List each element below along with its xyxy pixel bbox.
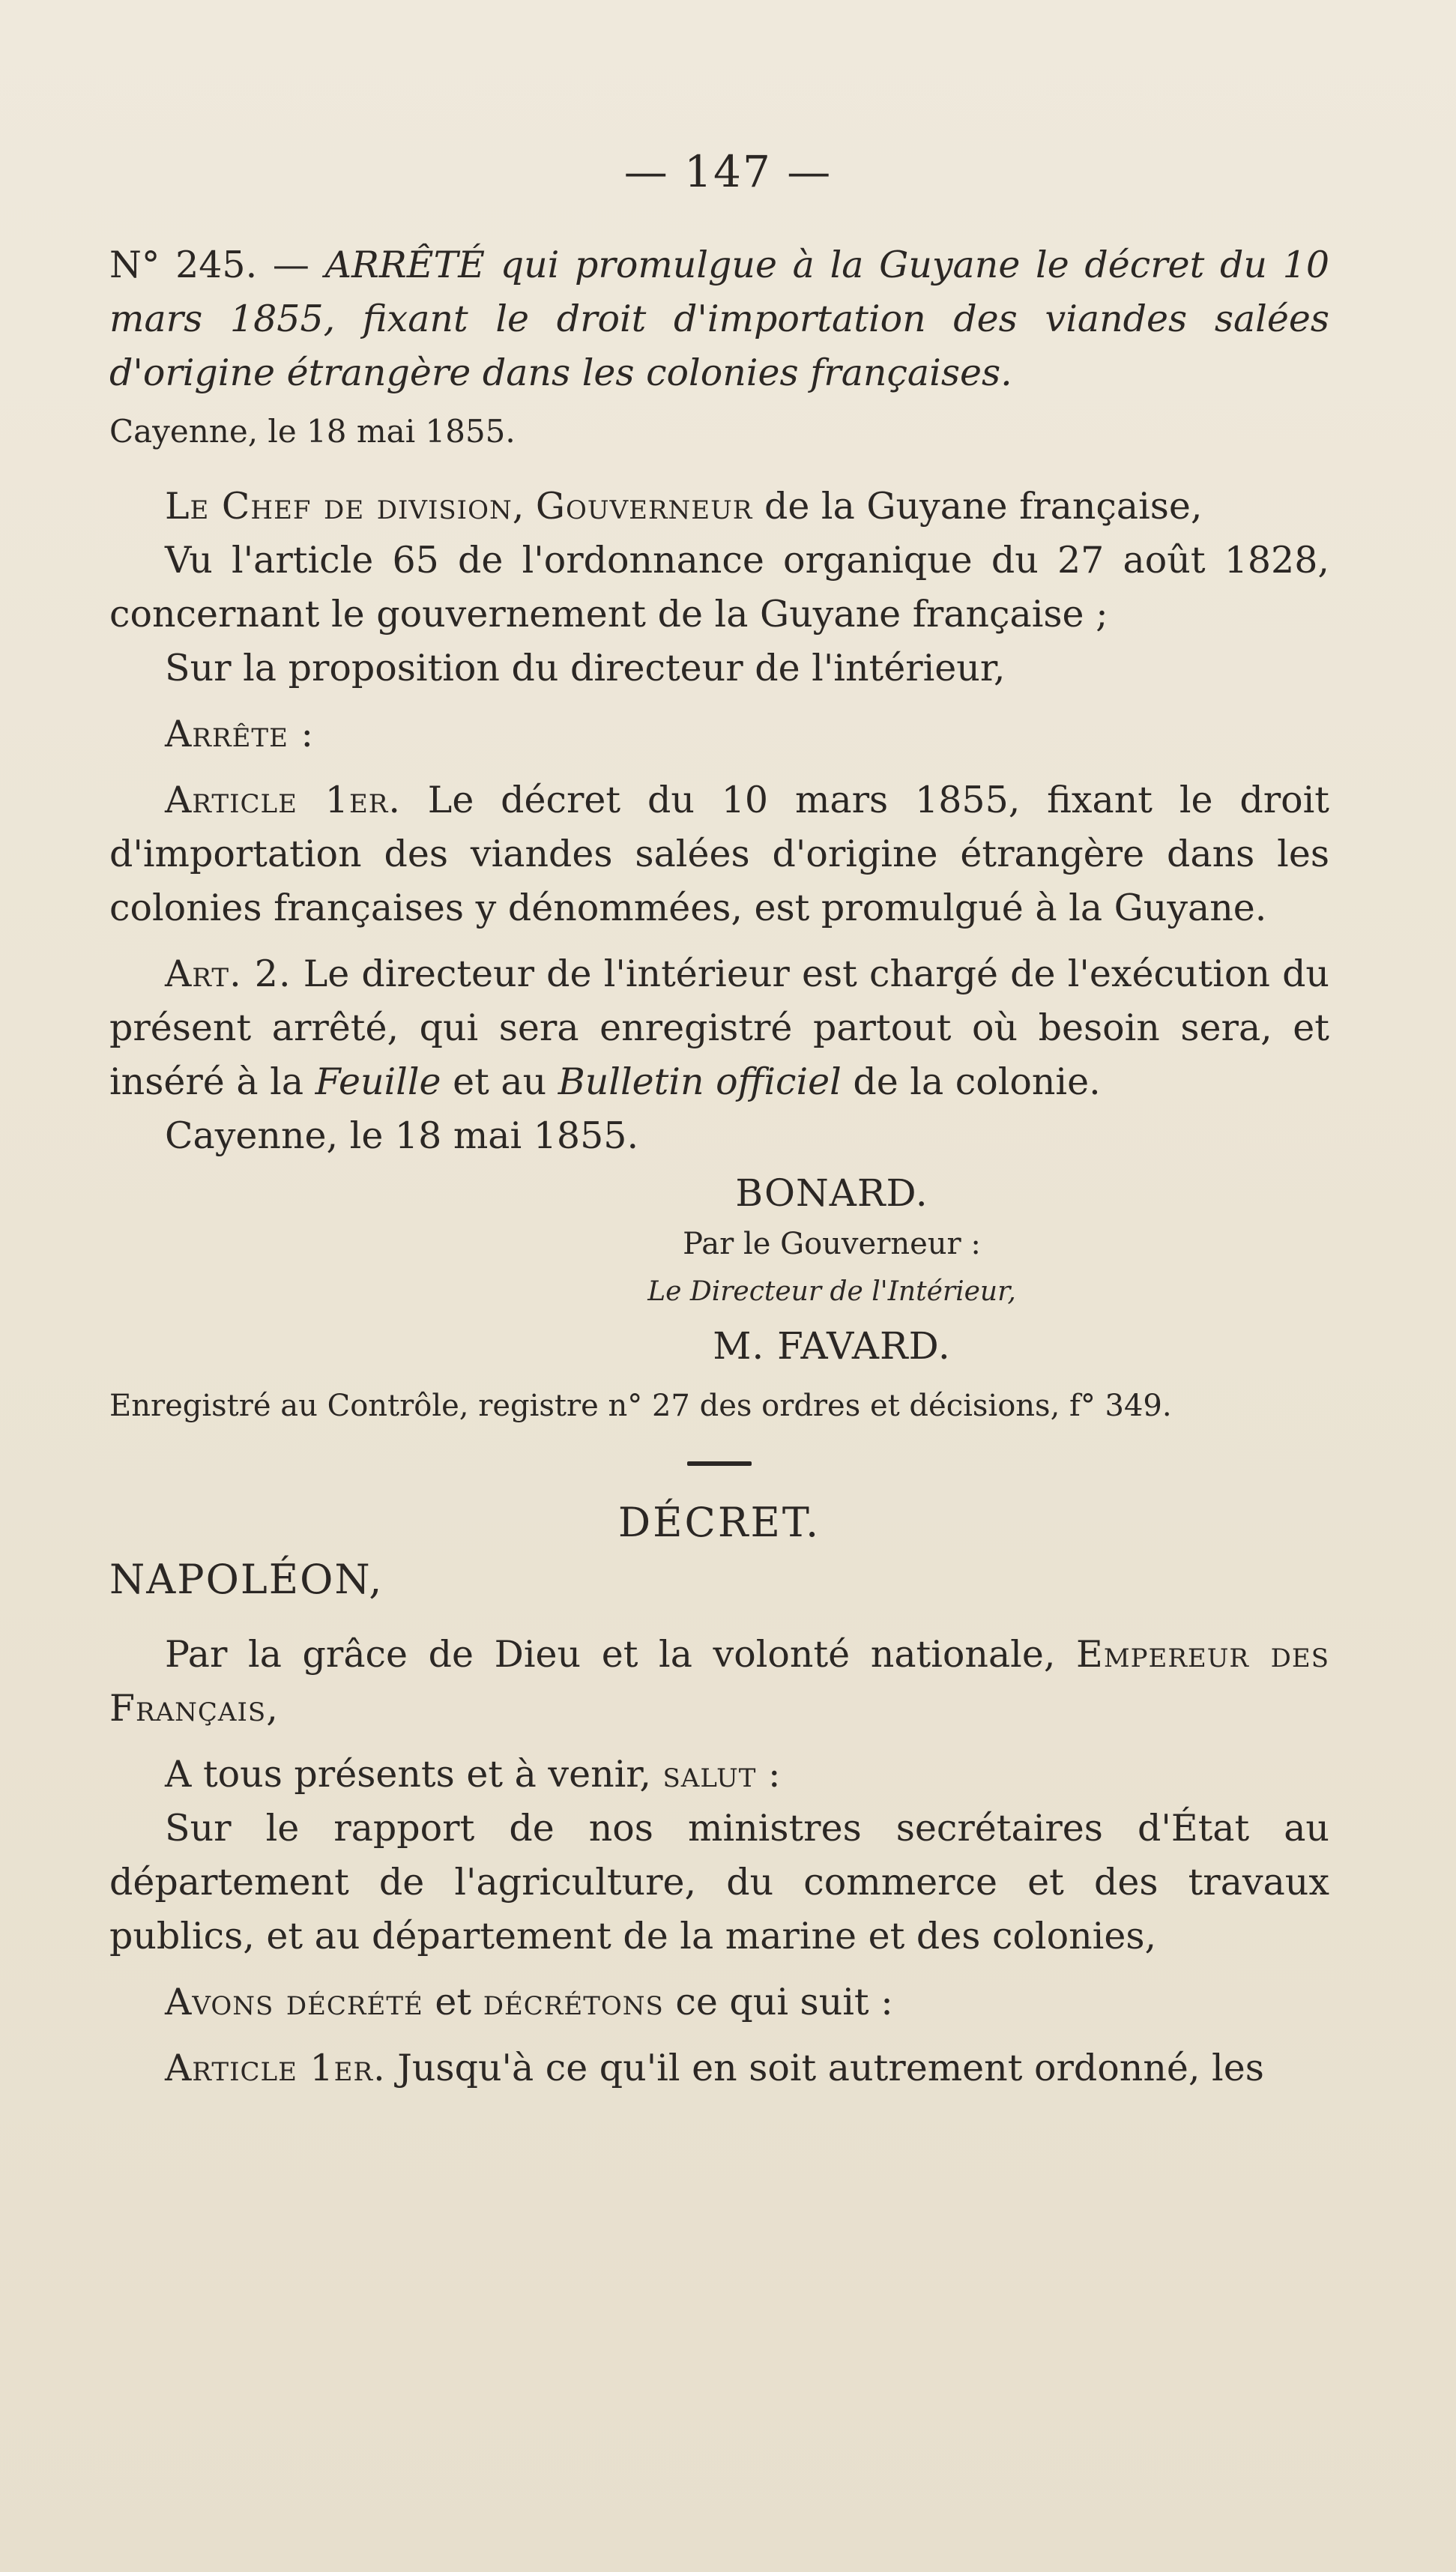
directeur-interieur: Le Directeur de l'Intérieur, xyxy=(647,1276,1016,1307)
sur-paragraph: Sur la proposition du directeur de l'intérieur, xyxy=(165,647,1006,689)
decret-title: DÉCRET. xyxy=(617,1499,821,1546)
grace-end: , xyxy=(266,1687,278,1730)
arrete-title-caps: ARRÊTÉ xyxy=(324,244,486,286)
article-1-label: Article 1er. xyxy=(165,779,401,821)
avons-end: ce qui suit : xyxy=(663,1981,893,2023)
napoleon-heading: NAPOLÉON, xyxy=(109,1556,384,1603)
grace-text: Par la grâce de Dieu et la volonté nationale, xyxy=(165,1633,1077,1676)
preamble-chef: Le Chef de division xyxy=(165,485,513,528)
register-line: Enregistré au Contrôle, registre n° 27 des ordres et décisions, f° 349. xyxy=(109,1389,1172,1423)
article-2-text-b: et au xyxy=(441,1060,558,1103)
arrete-title xyxy=(109,238,1329,400)
preamble-comma: , xyxy=(512,485,536,528)
article-2 xyxy=(109,947,1329,1109)
par-le-gouverneur: Par le Gouverneur : xyxy=(683,1227,981,1261)
article-2-text-a: Le directeur de l'intérieur est chargé de l'exécution du présent arrêté, qui sera enregistré partout où besoin sera, et inséré à la xyxy=(109,953,1329,1103)
grace-paragraph xyxy=(109,1628,1329,1736)
tous-end: : xyxy=(756,1753,781,1796)
decret-article-1-label: Article 1er. xyxy=(165,2047,386,2089)
avons-decretons: décrétons xyxy=(483,1981,664,2023)
empereur-text: Empereur des Français xyxy=(109,1633,1329,1730)
article-2-text-c: de la colonie. xyxy=(841,1060,1101,1103)
avons-paragraph xyxy=(109,1975,1329,2029)
preamble-gouverneur: Gouverneur xyxy=(535,485,753,528)
signature-favard: M. FAVARD. xyxy=(713,1324,951,1368)
arrete-title-text: qui promulgue à la Guyane le décret du 10 mars 1855, fixant le droit d'importation des viandes salées d'origine étrangère dans les colonies françaises. xyxy=(109,244,1330,394)
decret-article-1 xyxy=(109,2041,1329,2095)
arrete-number: N° 245. xyxy=(109,244,258,286)
arrete-place-date: Cayenne, le 18 mai 1855. xyxy=(109,413,516,450)
article-1-text: Le décret du 10 mars 1855, fixant le droit d'importation des viandes salées d'origine étrangère dans les colonies françaises y dénommées, est promulgué à la Guyane. xyxy=(109,779,1329,929)
title-dash: — xyxy=(272,244,309,286)
tous-text: A tous présents et à venir, xyxy=(165,1753,663,1796)
avons-decrete: Avons décrété xyxy=(165,1981,423,2023)
preamble xyxy=(109,480,1329,534)
tous-paragraph xyxy=(109,1748,1329,1802)
rapport-paragraph: Sur le rapport de nos ministres secrétaires d'État au département de l'agriculture, du commerce et des travaux publics, et au département de la marine et des colonies, xyxy=(109,1807,1329,1957)
page-content xyxy=(109,238,1329,2095)
feuille-text: Feuille xyxy=(315,1060,441,1103)
arrete-label: Arrête : xyxy=(165,713,314,755)
vu-paragraph: Vu l'article 65 de l'ordonnance organique du 27 août 1828, concernant le gouvernement de la Guyane française ; xyxy=(109,539,1329,636)
article-1 xyxy=(109,773,1329,935)
signature-bonard: BONARD. xyxy=(735,1171,928,1215)
preamble-rest: de la Guyane française, xyxy=(752,485,1203,528)
salut-text: salut xyxy=(662,1753,757,1796)
decret-article-1-text: Jusqu'à ce qu'il en soit autrement ordonné, les xyxy=(385,2047,1264,2089)
bulletin-text: Bulletin officiel xyxy=(558,1060,842,1103)
page-number: — 147 — xyxy=(623,146,833,197)
section-divider xyxy=(687,1461,752,1466)
closing-date: Cayenne, le 18 mai 1855. xyxy=(165,1114,639,1157)
article-2-label: Art. 2. xyxy=(165,953,291,995)
avons-et: et xyxy=(423,1981,483,2023)
